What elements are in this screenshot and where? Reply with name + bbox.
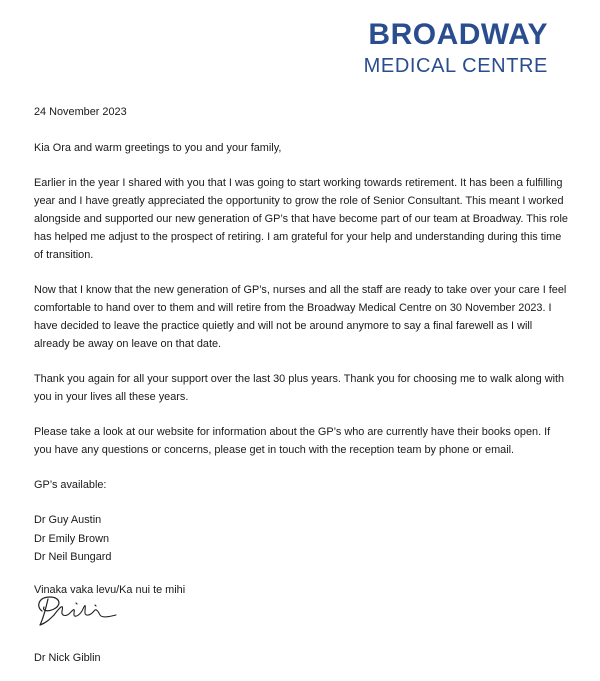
logo-subtitle: MEDICAL CENTRE [363, 55, 548, 77]
gp-list-item: Dr Guy Austin [34, 514, 102, 526]
letter-greeting: Kia Ora and warm greetings to you and your family, [34, 142, 282, 154]
gp-list [34, 511, 570, 567]
paragraph-retirement-intro: Earlier in the year I shared with you that I was going to start working towards retirement. It has been a fulfilling year and I have greatly appreciated the opportunity to grow the role of Senior Consultant. This meant I worked alongside and supported our new generation of GP’s that have become part of our team at Broadway. This role has helped me adjust to the prospect of retiring. I am grateful for your help and understanding during this time of transition. [34, 177, 568, 261]
paragraph-handover: Now that I know that the new generation of GP’s, nurses and all the staff are ready to take over your care I feel comfortable to hand over to them and will retire from the Broadway Medical Centre on 30 November 2023. I have decided to leave the practice quietly and will not be around anymore to say a final farewell as I will already be away on leave on that date. [34, 284, 567, 350]
letter-body [34, 103, 570, 616]
gp-list-item: Dr Emily Brown [34, 532, 110, 545]
paragraph-website-info: Please take a look at our website for information about the GP’s who are currently have their books open. If you have any questions or concerns, please get in touch with the reception team by phone or email. [34, 426, 551, 456]
paragraph-thanks: Thank you again for all your support over the last 30 plus years. Thank you for choosing me to walk along with you in your lives all these years. [34, 373, 565, 403]
logo-name: BROADWAY [368, 18, 548, 51]
signer-name: Dr Nick Giblin [34, 652, 101, 664]
letter-date: 24 November 2023 [34, 106, 127, 118]
letter-closing: Vinaka vaka levu/Ka nui te mihi [34, 583, 186, 596]
gp-list-item: Dr Neil Bungard [34, 551, 112, 563]
gp-list-heading: GP’s available: [34, 479, 107, 491]
broadway-logo [364, 18, 548, 79]
handwritten-signature-icon [32, 589, 122, 631]
